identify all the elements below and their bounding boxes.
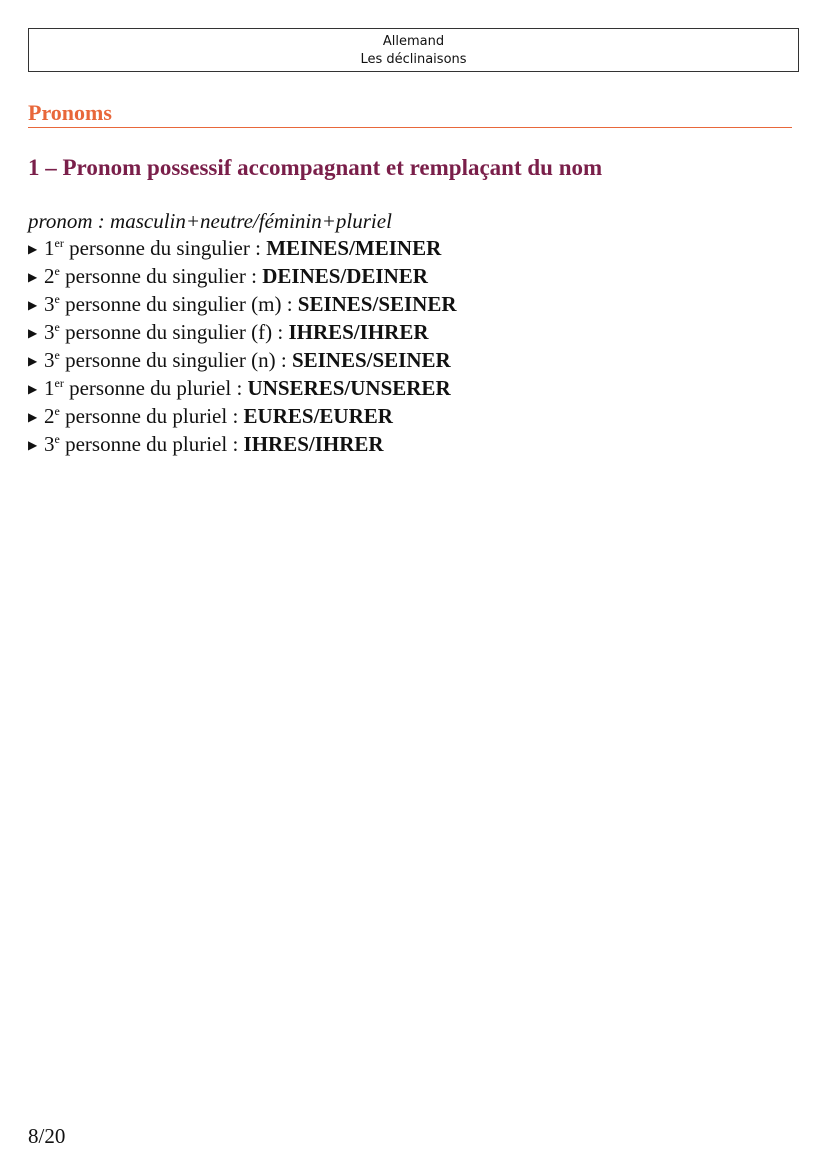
list-item [28,403,457,431]
item-label: personne du singulier : [59,264,263,288]
item-number: 3 [44,292,55,316]
intro-line: pronom : masculin+neutre/féminin+pluriel [28,209,392,233]
list-item [28,375,457,403]
document-header [28,28,799,72]
item-ordinal: er [54,376,64,390]
list-item [28,263,457,291]
item-number: 3 [44,432,55,456]
page-number: 8/20 [28,1124,66,1148]
bullet-icon: ▶ [28,438,38,452]
item-ordinal: e [54,292,60,306]
item-ordinal: e [54,320,60,334]
item-label: personne du singulier (m) : [59,292,298,316]
section-title: Pronoms [28,100,792,128]
item-ordinal: e [54,404,60,418]
item-ordinal: er [54,236,64,250]
bullet-icon: ▶ [28,326,38,340]
bullet-icon: ▶ [28,382,38,396]
item-answer: IHRES/IHRER [288,320,429,344]
item-answer: EURES/EURER [243,404,393,428]
item-answer: IHRES/IHRER [243,432,384,456]
bullet-icon: ▶ [28,298,38,312]
item-label: personne du pluriel : [59,404,244,428]
list-item [28,431,457,459]
item-label: personne du singulier (f) : [59,320,289,344]
item-number: 3 [44,348,55,372]
bullet-icon: ▶ [28,410,38,424]
item-label: personne du pluriel : [59,432,244,456]
item-answer: DEINES/DEINER [262,264,428,288]
item-number: 2 [44,404,55,428]
list-item [28,319,457,347]
header-chapter: Les déclinaisons [360,52,467,67]
item-answer: MEINES/MEINER [266,236,442,260]
item-answer: SEINES/SEINER [297,292,457,316]
pronoun-list [28,235,457,459]
list-item [28,347,457,375]
item-label: personne du pluriel : [63,376,248,400]
item-answer: SEINES/SEINER [291,348,451,372]
list-item [28,235,457,263]
subsection-title: 1 – Pronom possessif accompagnant et remplaçant du nom [28,155,603,180]
item-answer: UNSERES/UNSERER [247,376,451,400]
bullet-icon: ▶ [28,242,38,256]
content-block [28,208,457,459]
item-number: 1 [44,236,55,260]
item-label: personne du singulier : [63,236,267,260]
item-number: 1 [44,376,55,400]
list-item [28,291,457,319]
item-label: personne du singulier (n) : [59,348,292,372]
header-subject: Allemand [382,34,445,49]
item-ordinal: e [54,264,60,278]
item-ordinal: e [54,432,60,446]
item-number: 2 [44,264,55,288]
item-ordinal: e [54,348,60,362]
item-number: 3 [44,320,55,344]
bullet-icon: ▶ [28,354,38,368]
bullet-icon: ▶ [28,270,38,284]
